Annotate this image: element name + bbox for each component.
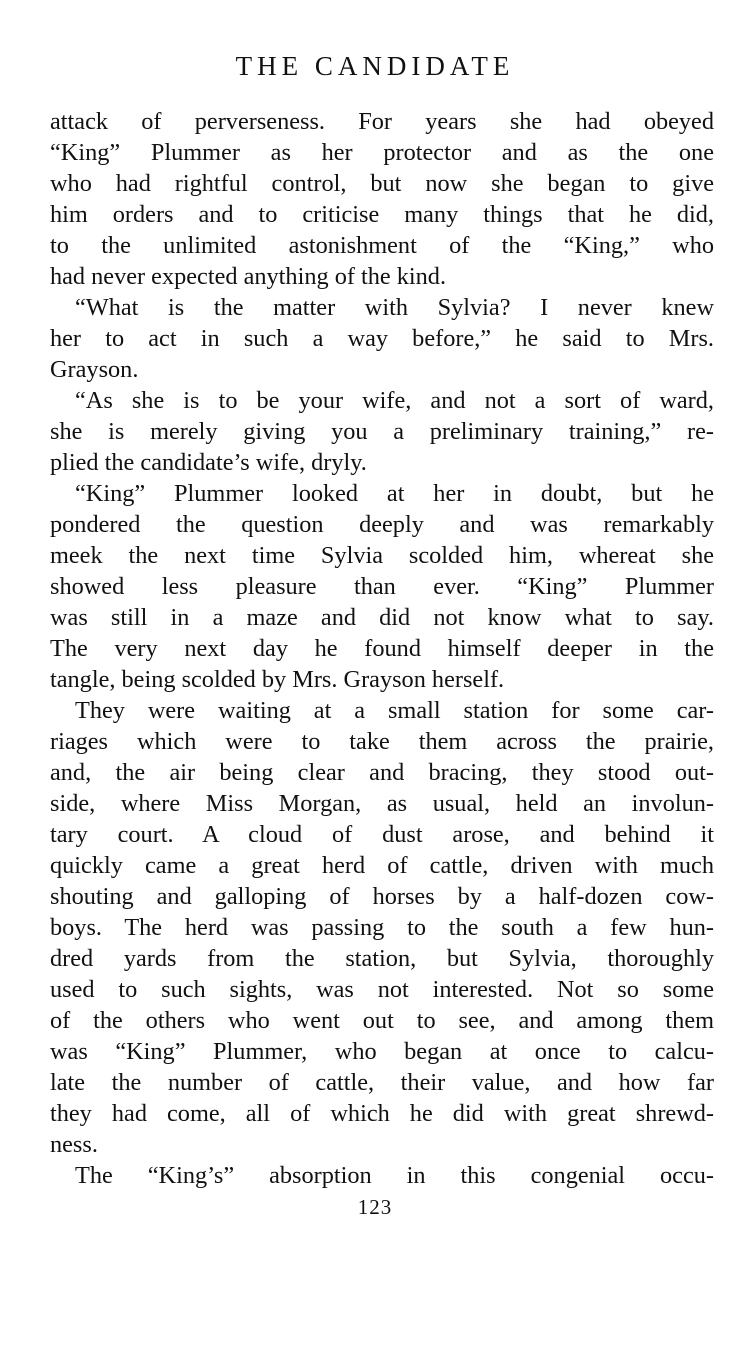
text-line: boys. The herd was passing to the south a few hun-: [50, 914, 714, 941]
text-line: dred yards from the station, but Sylvia, thoroughly: [50, 945, 714, 972]
text-line: The very next day he found himself deeper in the: [50, 635, 714, 662]
text-line: The “King’s” absorption in this congenial occu-: [75, 1162, 714, 1189]
text-line: “As she is to be your wife, and not a sort of ward,: [75, 387, 714, 414]
text-line: plied the candidate’s wife, dryly.: [50, 449, 367, 476]
text-line: shouting and galloping of horses by a half-dozen cow-: [50, 883, 714, 910]
text-line: they had come, all of which he did with great shrewd-: [50, 1100, 714, 1127]
text-line: her to act in such a way before,” he said to Mrs.: [50, 325, 714, 352]
text-line: pondered the question deeply and was remarkably: [50, 511, 714, 538]
text-line: attack of perverseness. For years she had obeyed: [50, 108, 714, 135]
text-line: to the unlimited astonishment of the “King,” who: [50, 232, 714, 259]
text-line: and, the air being clear and bracing, they stood out-: [50, 759, 714, 786]
text-line: tary court. A cloud of dust arose, and behind it: [50, 821, 714, 848]
text-line: Grayson.: [50, 356, 139, 383]
text-line: was “King” Plummer, who began at once to calcu-: [50, 1038, 714, 1065]
text-line: “King” Plummer looked at her in doubt, but he: [75, 480, 714, 507]
text-line: showed less pleasure than ever. “King” Plummer: [50, 573, 714, 600]
text-line: him orders and to criticise many things that he did,: [50, 201, 714, 228]
text-line: They were waiting at a small station for some car-: [75, 697, 714, 724]
text-line: quickly came a great herd of cattle, driven with much: [50, 852, 714, 879]
text-line: ness.: [50, 1131, 98, 1158]
text-line: side, where Miss Morgan, as usual, held an involun-: [50, 790, 714, 817]
text-line: “What is the matter with Sylvia? I never knew: [75, 294, 714, 321]
text-line: riages which were to take them across the prairie,: [50, 728, 714, 755]
text-line: was still in a maze and did not know what to say.: [50, 604, 714, 631]
running-header-title: THE CANDIDATE: [235, 51, 515, 81]
text-line: had never expected anything of the kind.: [50, 263, 447, 290]
text-line: she is merely giving you a preliminary training,” re-: [50, 418, 714, 445]
text-line: of the others who went out to see, and among them: [50, 1007, 714, 1034]
text-line: late the number of cattle, their value, and how far: [50, 1069, 714, 1096]
text-line: tangle, being scolded by Mrs. Grayson herself.: [50, 666, 505, 693]
text-line: used to such sights, was not interested. Not so some: [50, 976, 714, 1003]
text-line: who had rightful control, but now she began to give: [50, 170, 714, 197]
text-line: “King” Plummer as her protector and as the one: [50, 139, 714, 166]
page-body-text: [50, 106, 714, 1191]
text-line: meek the next time Sylvia scolded him, whereat she: [50, 542, 714, 569]
page-number: 123: [357, 1195, 393, 1219]
